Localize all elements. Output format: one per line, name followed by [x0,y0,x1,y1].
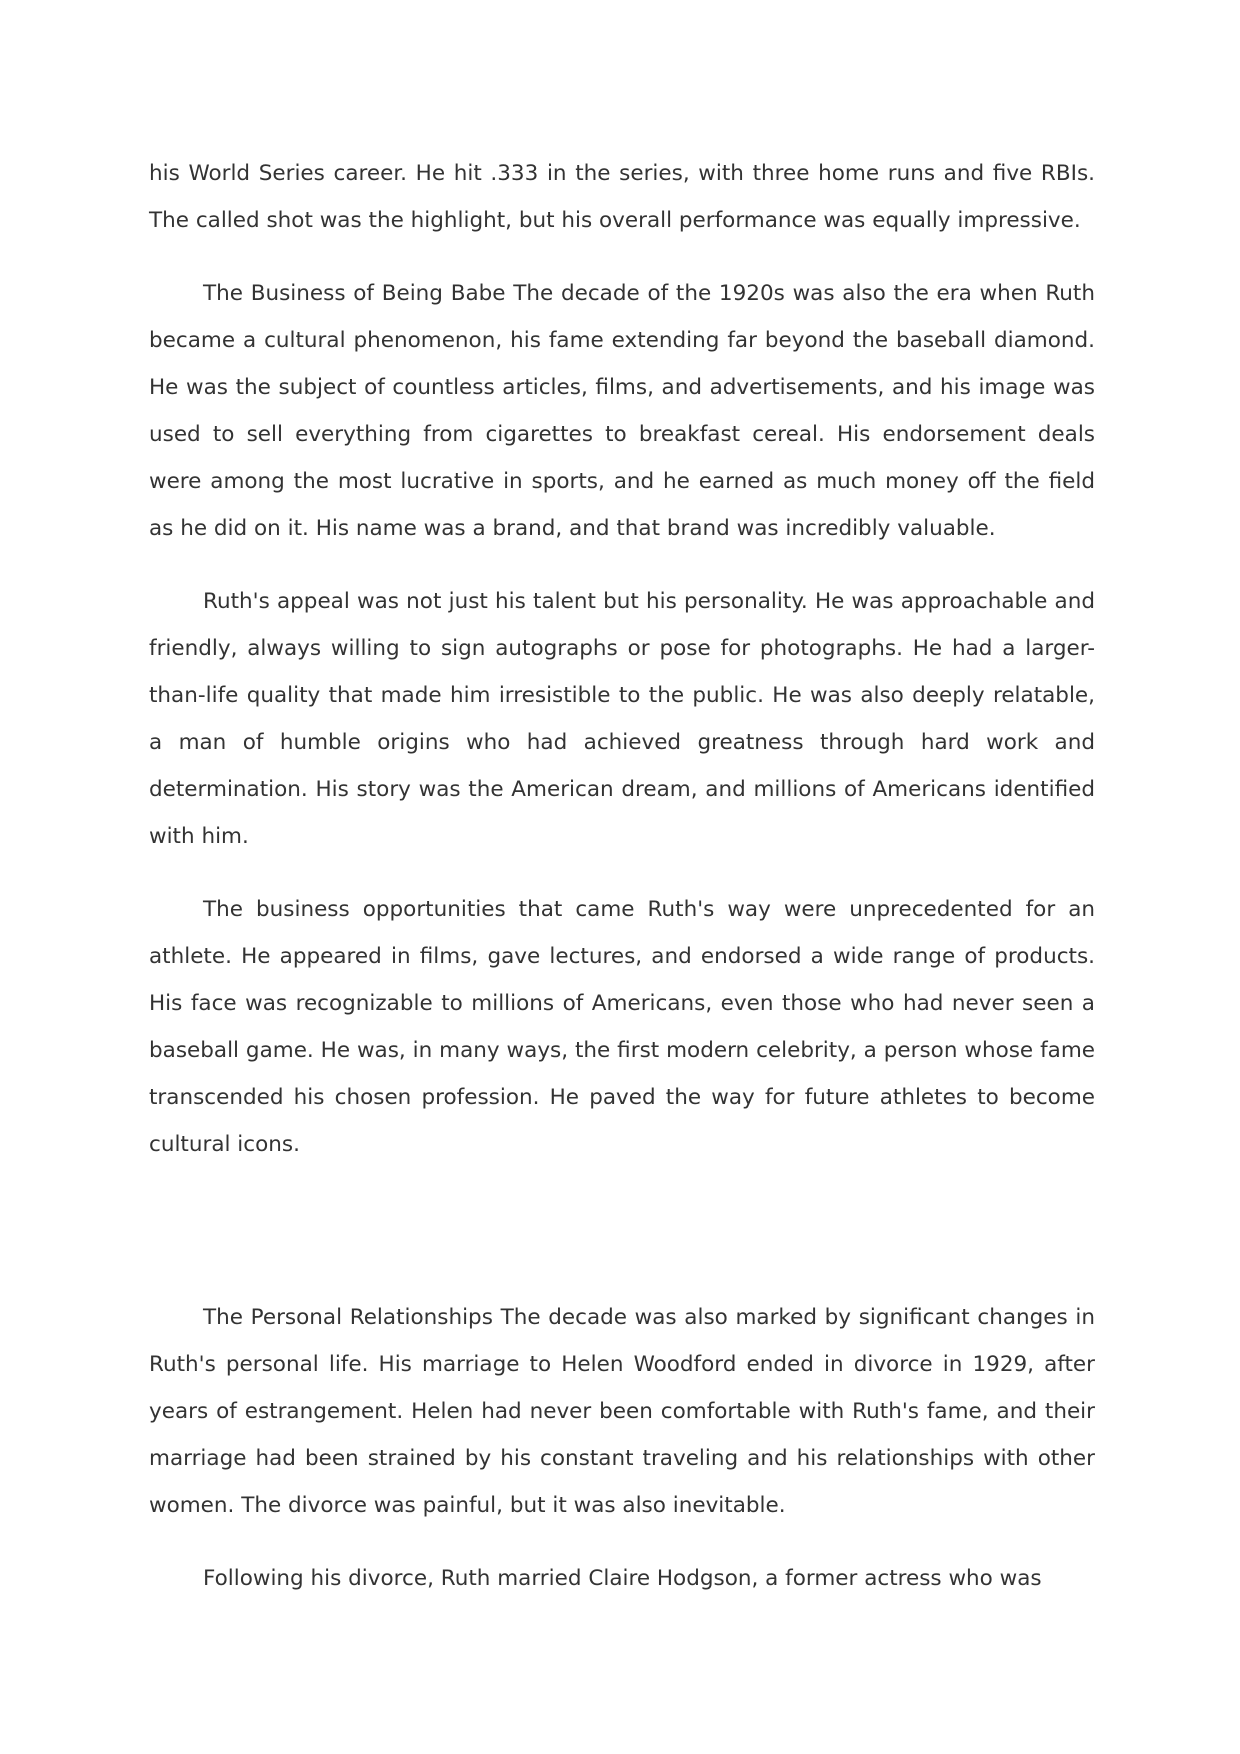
section-break [149,1194,1095,1294]
paragraph-business-opportunities: The business opportunities that came Ruth's way were unprecedented for an athlete. He appeared in films, gave lectures, and endorsed a wide range of products. His face was recognizable to millions of Americans, even those who had never seen a baseball game. He was, in many ways, the first modern celebrity, a person whose fame transcended his chosen profession. He paved the way for future athletes to become cultural icons. [149,897,1095,1157]
body-text [149,150,1095,1628]
paragraph-ruths-appeal: Ruth's appeal was not just his talent but his personality. He was approachable and friendly, always willing to sign autographs or pose for photographs. He had a larger-than-life quality that made him irresistible to the public. He was also deeply relatable, a man of humble origins who had achieved greatness through hard work and determination. His story was the American dream, and millions of Americans identified with him. [149,589,1095,849]
paragraph-personal-relationships: The Personal Relationships The decade was also marked by significant changes in Ruth's personal life. His marriage to Helen Woodford ended in divorce in 1929, after years of estrangement. Helen had never been comfortable with Ruth's fame, and their marriage had been strained by his constant traveling and his relationships with other women. The divorce was painful, but it was also inevitable. [149,1305,1095,1518]
paragraph-business-of-being-babe: The Business of Being Babe The decade of the 1920s was also the era when Ruth became a cultural phenomenon, his fame extending far beyond the baseball diamond. He was the subject of countless articles, films, and advertisements, and his image was used to sell everything from cigarettes to breakfast cereal. His endorsement deals were among the most lucrative in sports, and he earned as much money off the field as he did on it. His name was a brand, and that brand was incredibly valuable. [149,281,1095,541]
paragraph-world-series: his World Series career. He hit .333 in the series, with three home runs and five RBIs. The called shot was the highlight, but his overall performance was equally impressive. [149,161,1095,233]
paragraph-following-divorce: Following his divorce, Ruth married Claire Hodgson, a former actress who was [203,1566,1042,1591]
